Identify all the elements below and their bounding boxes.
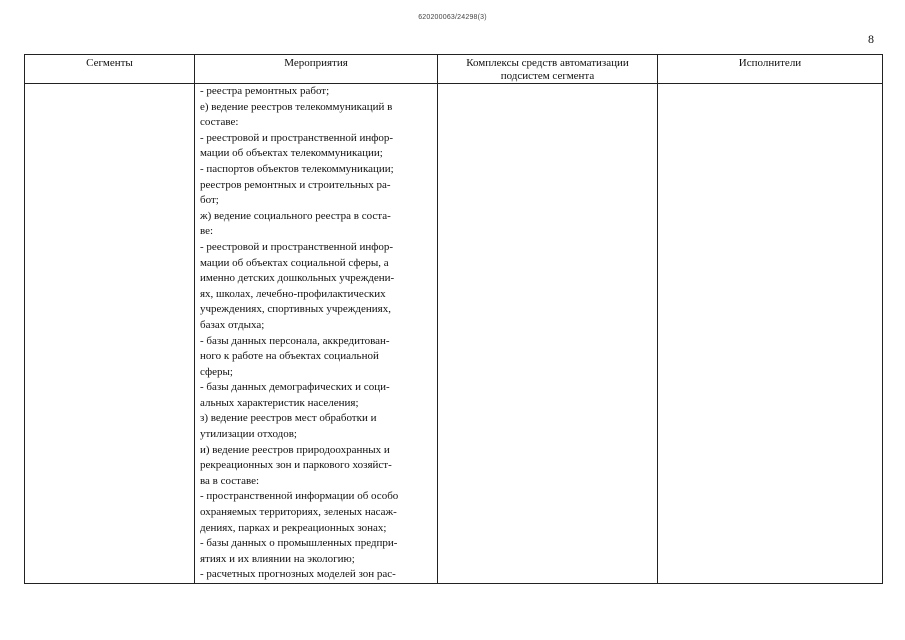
measure-line: - реестровой и пространственной инфор- <box>200 131 394 144</box>
measure-line: реестров ремонтных и строительных ра- <box>200 178 391 191</box>
cell-measures <box>195 84 438 584</box>
measure-line: рекреационных зон и паркового хозяйст- <box>200 459 392 472</box>
measure-line: альных характеристик населения; <box>200 396 359 409</box>
measure-line: ятиях и их влиянии на экологию; <box>200 552 355 565</box>
measure-line: - базы данных персонала, аккредитован- <box>200 334 390 347</box>
measure-line: - расчетных прогнозных моделей зон рас- <box>200 568 396 581</box>
document-id: 620200063/24298(3) <box>418 14 487 21</box>
measure-line: ного к работе на объектах социальной <box>200 350 379 363</box>
measure-line: составе: <box>200 116 239 129</box>
measure-line: учреждениях, спортивных учреждениях, <box>200 303 391 316</box>
cell-segments <box>25 84 195 584</box>
header-segments: Сегменты <box>25 55 195 84</box>
measure-line: ве: <box>200 225 214 238</box>
measure-line: ях, школах, лечебно-профилактических <box>200 287 386 300</box>
table-row <box>25 84 883 584</box>
cell-automation <box>438 84 658 584</box>
header-executors: Исполнители <box>658 55 883 84</box>
measure-line: - реестра ремонтных работ; <box>200 85 330 97</box>
measure-line: - реестровой и пространственной инфор- <box>200 240 394 253</box>
measure-line: - пространственной информации об особо <box>200 490 399 503</box>
measure-line: - базы данных о промышленных предпри- <box>200 537 398 550</box>
cell-executors <box>658 84 883 584</box>
measure-line: мации об объектах телекоммуникации; <box>200 147 383 160</box>
measure-line: дениях, парках и рекреационных зонах; <box>200 521 387 534</box>
measure-line: базах отдыха; <box>200 318 265 331</box>
measure-line: з) ведение реестров мест обработки и <box>200 412 377 425</box>
header-automation-line2: подсистем сегмента <box>500 70 595 82</box>
measure-line: е) ведение реестров телекоммуникаций в <box>200 100 393 113</box>
measure-line: бот; <box>200 194 219 207</box>
header-automation-line1: Комплексы средств автоматизации <box>466 57 629 69</box>
header-automation <box>438 55 658 84</box>
measure-line: охраняемых территориях, зеленых насаж- <box>200 506 397 519</box>
header-measures: Мероприятия <box>195 55 438 84</box>
measure-line: мации об объектах социальной сферы, а <box>200 256 389 269</box>
measures-table <box>24 54 883 584</box>
measure-line: и) ведение реестров природоохранных и <box>200 443 390 456</box>
measure-line: сферы; <box>200 365 233 378</box>
measure-line: утилизации отходов; <box>200 428 297 441</box>
page-number: 8 <box>868 32 874 46</box>
measure-line: - паспортов объектов телекоммуникации; <box>200 162 394 175</box>
measure-line: ва в составе: <box>200 474 260 487</box>
measure-line: именно детских дошкольных учреждени- <box>200 272 395 285</box>
table-header-row <box>25 55 883 84</box>
measure-line: - базы данных демографических и соци- <box>200 381 390 394</box>
measure-line: ж) ведение социального реестра в соста- <box>200 209 391 222</box>
